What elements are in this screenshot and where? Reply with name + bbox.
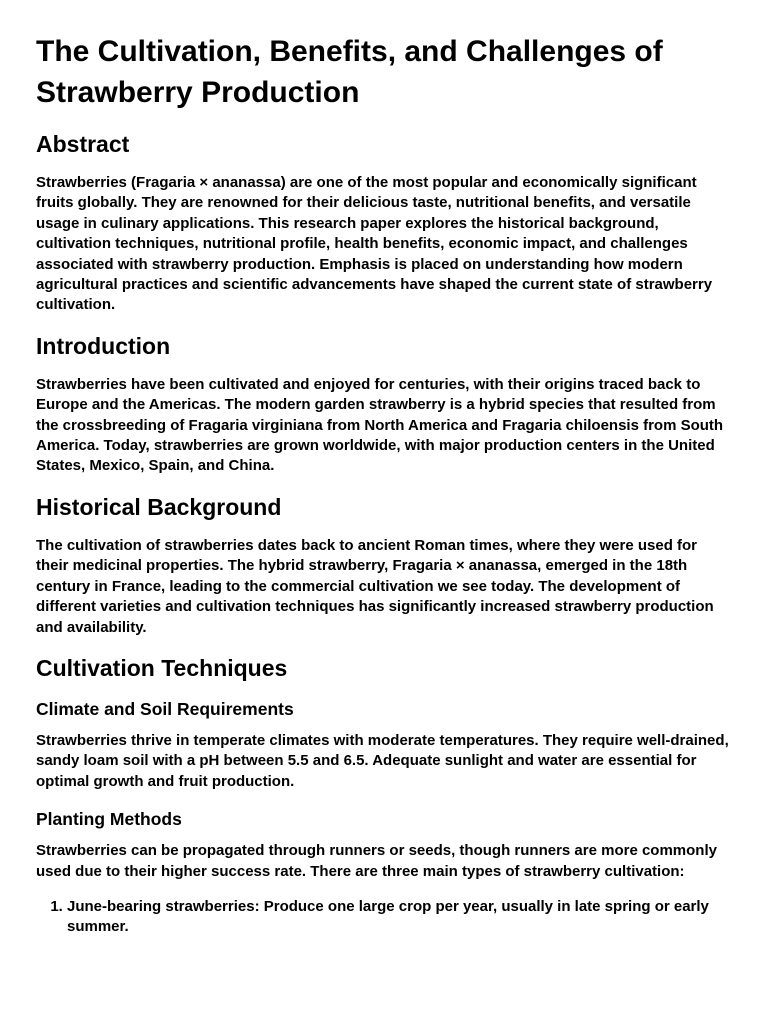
list-item: 1. June-bearing strawberries: Produce one large crop per year, usually in late spring or early summer. xyxy=(67,897,732,938)
cultivation-section xyxy=(36,653,732,938)
introduction-heading: Introduction xyxy=(36,332,171,359)
document-title: The Cultivation, Benefits, and Challenges of Strawberry Production xyxy=(36,35,663,109)
history-text: The cultivation of strawberries dates back to ancient Roman times, where they were used for their medicinal properties. The hybrid strawberry, Fragaria × ananassa, emerged in the 18th century in France, leading to the commercial cultivation we see today. The development of different varieties and cultivation techniques has significantly increased strawberry production and availability. xyxy=(36,536,714,636)
introduction-section xyxy=(36,331,732,477)
abstract-heading: Abstract xyxy=(36,131,130,157)
climate-text: Strawberries thrive in temperate climates with moderate temperatures. They require well-drained, sandy loam soil with a pH between 5.5 and 6.5. Adequate sunlight and water are essential for optimal growth and fruit production. xyxy=(36,731,729,790)
history-heading: Historical Background xyxy=(36,493,282,520)
planting-subsection xyxy=(36,807,732,938)
climate-heading: Climate and Soil Requirements xyxy=(36,698,294,719)
cultivation-types-list xyxy=(36,897,732,938)
abstract-section xyxy=(36,129,732,316)
climate-subsection xyxy=(36,697,732,792)
history-section xyxy=(36,492,732,638)
planting-text: Strawberries can be propagated through runners or seeds, though runners are more commonly used due to their higher success rate. There are three main types of strawberry cultivation: xyxy=(36,842,717,880)
abstract-text: Strawberries (Fragaria × ananassa) are one of the most popular and economically significant fruits globally. They are renowned for their delicious taste, nutritional benefits, and versatile usage in culinary applications. This research paper explores the historical background, cultivation techniques, nutritional profile, health benefits, economic impact, and challenges associated with strawberry production. Emphasis is placed on understanding how modern agricultural practices and scientific advancements have shaped the current state of strawberry cultivation. xyxy=(36,174,713,314)
planting-heading: Planting Methods xyxy=(36,809,182,830)
introduction-text: Strawberries have been cultivated and enjoyed for centuries, with their origins traced back to Europe and the Americas. The modern garden strawberry is a hybrid species that resulted from the crossbreeding of Fragaria virginiana from North America and Fragaria chiloensis from South America. Today, strawberries are grown worldwide, with major production centers in the United States, Mexico, Spain, and China. xyxy=(36,375,724,475)
cultivation-heading: Cultivation Techniques xyxy=(36,654,288,681)
